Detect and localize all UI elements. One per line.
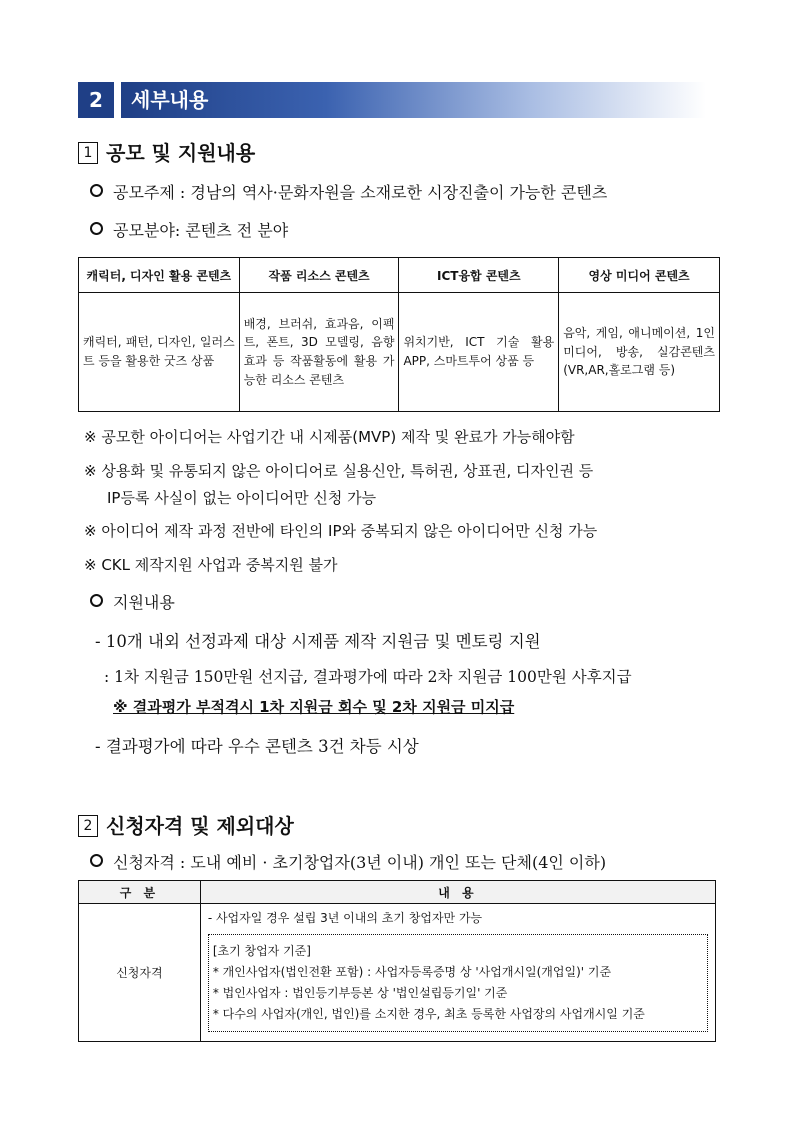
- table-cell: 위치기반, ICT 기술 활용 APP, 스마트투어 상품 등: [399, 293, 559, 412]
- table-row: [79, 293, 720, 412]
- note-line: ※ 공모한 아이디어는 사업기간 내 시제품(MVP) 제작 및 완료가 가능해야함: [84, 428, 575, 446]
- table-header-cell: 구 분: [79, 881, 201, 904]
- startup-criteria-box: [208, 934, 708, 1032]
- note-line: ※ CKL 제작지원 사업과 중복지원 불가: [84, 556, 338, 574]
- section-title: 세부내용: [131, 88, 209, 112]
- table-header-cell: 작품 리소스 콘텐츠: [239, 258, 399, 293]
- criteria-title: [초기 창업자 기준]: [212, 944, 311, 958]
- field-line: 공모분야: 콘텐츠 전 분야: [90, 218, 288, 241]
- table-cell: 배경, 브러쉬, 효과음, 이펙트, 폰트, 3D 모델링, 음향 효과 등 작품활동에 활용 가능한 리소스 콘텐츠: [239, 293, 399, 412]
- table-header-cell: 영상 미디어 콘텐츠: [559, 258, 720, 293]
- circle-bullet-icon: [90, 222, 103, 235]
- table-header-cell: 캐릭터, 디자인 활용 콘텐츠: [79, 258, 240, 293]
- content-intro: - 사업자일 경우 설립 3년 이내의 초기 창업자만 가능: [207, 911, 483, 925]
- circle-bullet-icon: [90, 594, 103, 607]
- row-label-cell: 신청자격: [79, 904, 201, 1042]
- row-content-cell: [200, 904, 715, 1042]
- qualification-table: [78, 880, 716, 1042]
- section-banner: [78, 82, 706, 118]
- circle-bullet-icon: [90, 184, 103, 197]
- table-cell: 음악, 게임, 애니메이션, 1인 미디어, 방송, 실감콘텐츠 (VR,AR,홀로그램 등): [559, 293, 720, 412]
- theme-line: 공모주제 : 경남의 역사·문화자원을 소재로한 시장진출이 가능한 콘텐츠: [90, 180, 607, 203]
- section-number: 2: [78, 82, 114, 118]
- subsection-heading-1: [78, 137, 255, 166]
- support-line-1: - 10개 내외 선정과제 대상 시제품 제작 지원금 및 멘토링 지원: [95, 632, 541, 651]
- table-header-row: [79, 258, 720, 293]
- subsection-title: 신청자격 및 제외대상: [106, 814, 294, 838]
- table-header-cell: ICT융합 콘텐츠: [399, 258, 559, 293]
- table-cell: 캐릭터, 패턴, 디자인, 일러스트 등을 활용한 굿즈 상품: [79, 293, 240, 412]
- note-line: ※ 아이디어 제작 과정 전반에 타인의 IP와 중복되지 않은 아이디어만 신청 가능: [84, 522, 598, 540]
- circle-bullet-icon: [90, 854, 103, 867]
- qualification-line: 신청자격 : 도내 예비 · 초기창업자(3년 이내) 개인 또는 단체(4인 이하): [90, 850, 606, 873]
- subsection-heading-2: [78, 810, 294, 839]
- section-banner-bar: [121, 82, 706, 118]
- criteria-line: * 개인사업자(법인전환 포함) : 사업자등록증명 상 '사업개시일(개업일)' 기준: [212, 965, 612, 979]
- content-category-table: [78, 257, 720, 412]
- support-heading: 지원내용: [90, 590, 175, 613]
- subsection-title: 공모 및 지원내용: [106, 141, 256, 165]
- criteria-line: * 다수의 사업자(개인, 법인)를 소지한 경우, 최초 등록한 사업장의 사업개시일 기준: [212, 1007, 645, 1021]
- table-header-row: [79, 881, 716, 904]
- support-warning: ※ 결과평가 부적격시 1차 지원금 회수 및 2차 지원금 미지급: [113, 698, 515, 716]
- criteria-line: * 법인사업자 : 법인등기부등본 상 '법인설립등기일' 기준: [212, 986, 508, 1000]
- table-row: [79, 904, 716, 1042]
- note-line-continued: IP등록 사실이 없는 아이디어만 신청 가능: [107, 489, 377, 507]
- note-line: ※ 상용화 및 유통되지 않은 아이디어로 실용신안, 특허권, 상표권, 디자인권 등: [84, 462, 594, 480]
- support-line-3: - 결과평가에 따라 우수 콘텐츠 3건 차등 시상: [95, 737, 419, 756]
- table-header-cell: 내 용: [200, 881, 715, 904]
- subsection-number-box: 2: [78, 815, 98, 837]
- subsection-number-box: 1: [78, 142, 98, 164]
- support-line-2: : 1차 지원금 150만원 선지급, 결과평가에 따라 2차 지원금 100만원 사후지급: [104, 668, 632, 686]
